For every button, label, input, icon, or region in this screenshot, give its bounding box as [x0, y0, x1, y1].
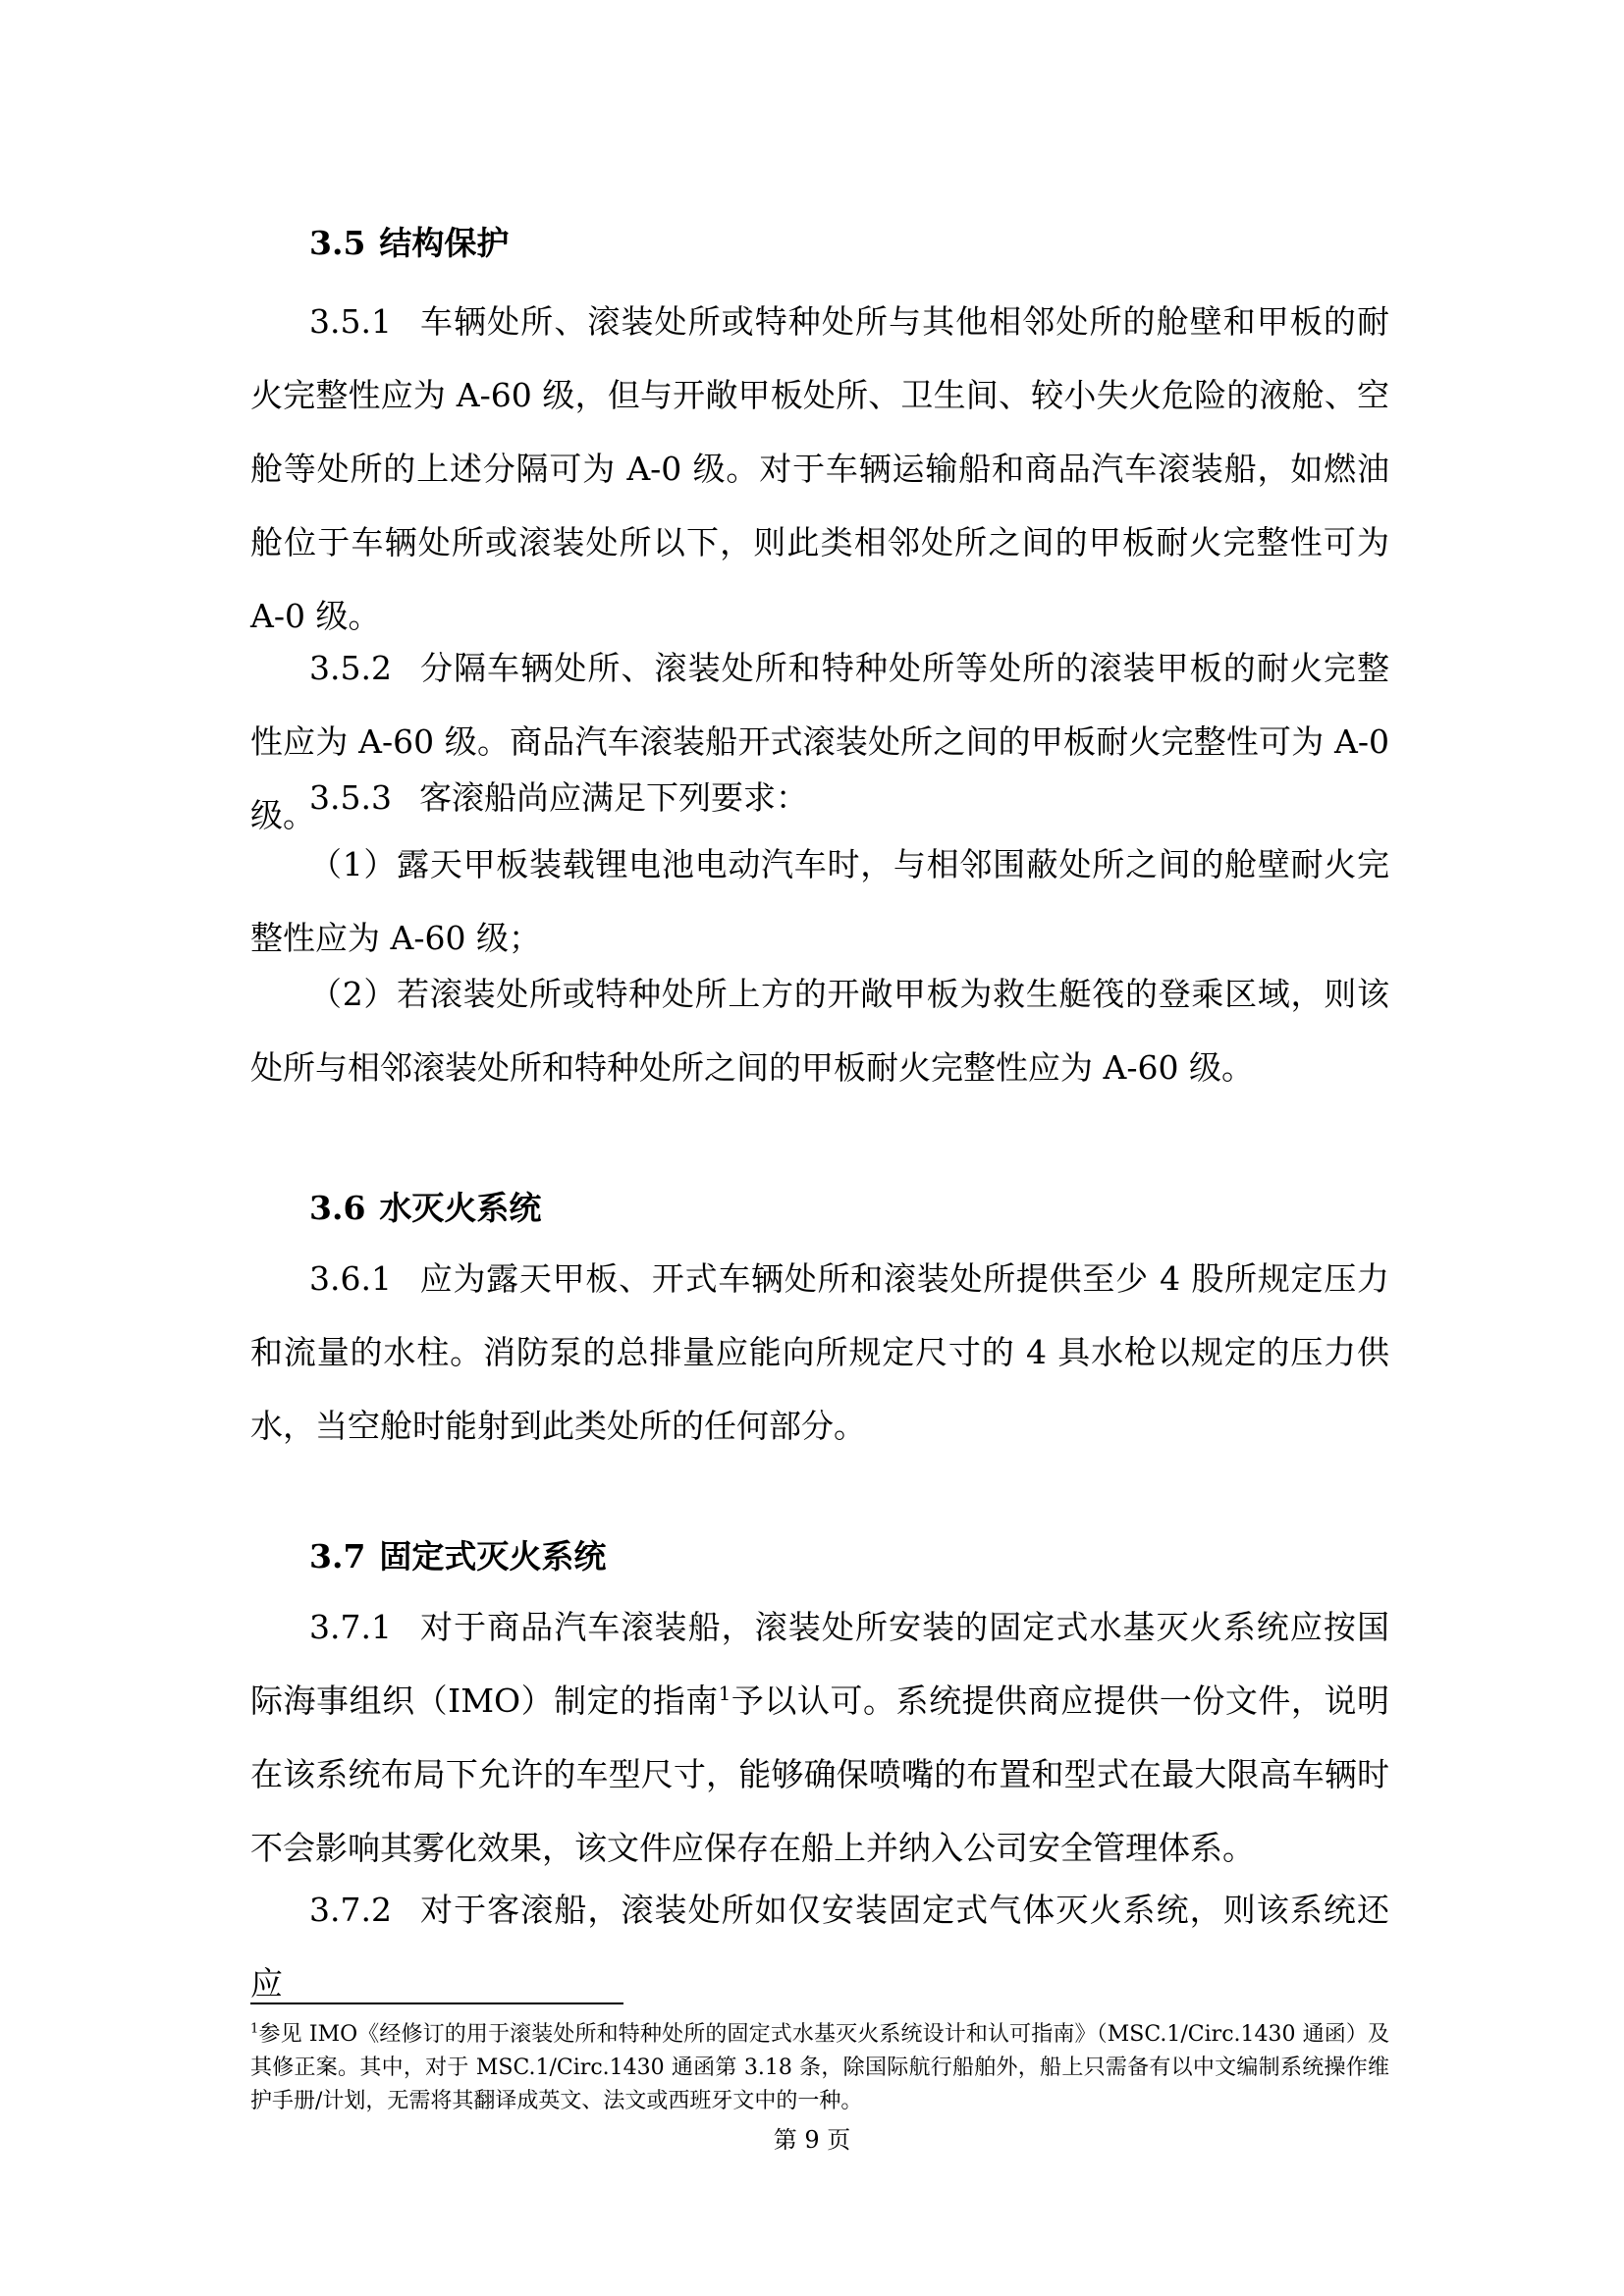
section-number: 3.7 [309, 1537, 366, 1575]
clause-number: 3.5.1 [309, 302, 392, 341]
clause-text: 客滚船尚应满足下列要求： [418, 778, 808, 817]
section-title: 固定式灭火系统 [379, 1537, 607, 1575]
section-title: 水灭火系统 [379, 1189, 542, 1227]
footnote-reference[interactable]: 1 [718, 1682, 731, 1705]
clause-number: 3.7.1 [309, 1608, 392, 1646]
clause-text: 对于客滚船，滚装处所如仅安装固定式气体灭火系统，则该系统还应 [250, 1891, 1389, 2002]
clause-text-a: 对于商品汽车滚装船，滚装处所安装的固定式水基灭火系统应按国际海事组织（IMO）制定的指南 [250, 1608, 1389, 1720]
list-item-2: （2）若滚装处所或特种处所上方的开敞甲板为救生艇筏的登乘区域，则该处所与相邻滚装处所和特种处所之间的甲板耐火完整性应为 A-60 级。 [250, 975, 1389, 1087]
paragraph-3-7-1 [250, 1590, 1389, 1885]
clause-text-b: 予以认可。系统提供商应提供一份文件，说明在该系统布局下允许的车型尺寸，能够确保喷嘴的布置和型式在最大限高车辆时不会影响其雾化效果，该文件应保存在船上并纳入公司安全管理体系。 [250, 1682, 1389, 1867]
list-item-1: （1）露天甲板装载锂电池电动汽车时，与相邻围蔽处所之间的舱壁耐火完整性应为 A-60 级； [250, 845, 1389, 957]
clause-number: 3.5.3 [309, 778, 392, 817]
section-number: 3.5 [309, 224, 366, 262]
footnote-mark: 1 [250, 2021, 259, 2037]
footnote-text: 参见 IMO《经修订的用于滚装处所和特种处所的固定式水基灭火系统设计和认可指南》（MSC.1/Circ.1430 通函）及其修正案。其中，对于 MSC.1/Circ.1430 通函第 3.18 条，除国际航行船舶外，船上只需备有以中文编制系统操作维护手册/计划，无需将其翻译成英文、法文或西班牙文中的一种。 [250, 2022, 1389, 2113]
section-title: 结构保护 [379, 224, 510, 262]
clause-number: 3.7.2 [309, 1891, 392, 1929]
clause-text: 车辆处所、滚装处所或特种处所与其他相邻处所的舱壁和甲板的耐火完整性应为 A-60 级，但与开敞甲板处所、卫生间、较小失火危险的液舱、空舱等处所的上述分隔可为 A-0 级。对于车辆运输船和商品汽车滚装船，如燃油舱位于车辆处所或滚装处所以下，则此类相邻处所之间的甲板耐火完整性可为 A-0 级。 [250, 302, 1389, 635]
footnote [250, 2018, 1389, 2118]
clause-text: 应为露天甲板、开式车辆处所和滚装处所提供至少 4 股所规定压力和流量的水柱。消防泵的总排量应能向所规定尺寸的 4 具水枪以规定的压力供水，当空舱时能射到此类处所的任何部分。 [250, 1259, 1389, 1445]
section-number: 3.6 [309, 1189, 366, 1227]
clause-number: 3.5.2 [309, 649, 392, 687]
section-heading-3-7 [309, 1531, 606, 1577]
paragraph-3-6-1 [250, 1242, 1389, 1463]
paragraph-3-7-2 [250, 1873, 1389, 2020]
clause-number: 3.6.1 [309, 1259, 392, 1298]
paragraph-3-5-1 [250, 285, 1389, 653]
paragraph-3-5-3 [250, 761, 1389, 834]
section-heading-3-5 [309, 218, 509, 264]
section-heading-3-6 [309, 1183, 541, 1229]
footnote-divider [250, 2002, 623, 2004]
clause-text: 分隔车辆处所、滚装处所和特种处所等处所的滚装甲板的耐火完整性应为 A-60 级。商品汽车滚装船开式滚装处所之间的甲板耐火完整性可为 A-0 级。 [250, 649, 1389, 834]
page-number: 第 9 页 [773, 2126, 851, 2154]
